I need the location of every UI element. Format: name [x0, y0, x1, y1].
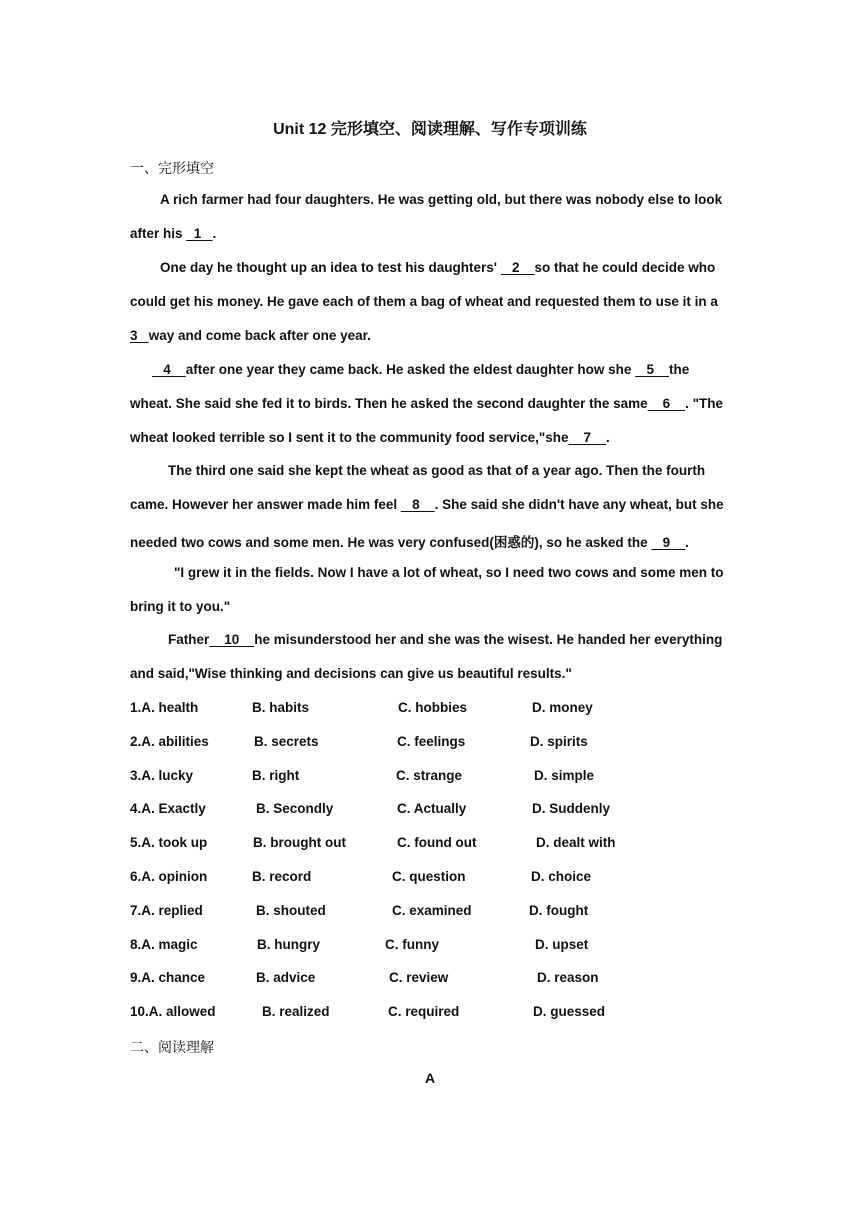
option-6b[interactable]: B. record: [252, 869, 312, 884]
option-9b[interactable]: B. advice: [256, 970, 316, 985]
passage-line: could get his money. He gave each of them a bag of wheat and requested them to use it in a: [130, 294, 718, 309]
option-8a[interactable]: 8.A. magic: [130, 937, 198, 952]
blank-8[interactable]: 8: [400, 497, 435, 512]
option-6c[interactable]: C. question: [392, 869, 466, 884]
option-6a[interactable]: 6.A. opinion: [130, 869, 208, 884]
option-4d[interactable]: D. Suddenly: [532, 801, 611, 816]
blank-5[interactable]: 5: [635, 362, 669, 377]
part-label: A: [424, 1070, 436, 1086]
option-9a[interactable]: 9.A. chance: [130, 970, 206, 985]
blank-7[interactable]: 7: [568, 430, 607, 445]
option-9d[interactable]: D. reason: [537, 970, 599, 985]
passage-line: One day he thought up an idea to test his daughters' 2 so that he could decide who: [160, 260, 716, 275]
option-7c[interactable]: C. examined: [392, 903, 472, 918]
passage-line: Father 10 he misunderstood her and she was the wisest. He handed her everything: [168, 632, 723, 647]
option-5d[interactable]: D. dealt with: [536, 835, 616, 850]
option-1c[interactable]: C. hobbies: [398, 700, 468, 715]
option-3b[interactable]: B. right: [252, 768, 300, 783]
option-8d[interactable]: D. upset: [535, 937, 589, 952]
page-title: Unit 12 完形填空、阅读理解、写作专项训练: [273, 121, 587, 138]
option-7b[interactable]: B. shouted: [256, 903, 326, 918]
section-heading-reading: 二、阅读理解: [130, 1039, 214, 1055]
option-7a[interactable]: 7.A. replied: [130, 903, 203, 918]
blank-9[interactable]: 9: [651, 535, 686, 550]
option-1b[interactable]: B. habits: [252, 700, 310, 715]
option-7d[interactable]: D. fought: [529, 903, 589, 918]
blank-3[interactable]: 3: [130, 328, 149, 343]
option-10a[interactable]: 10.A. allowed: [130, 1004, 216, 1019]
passage-line: 4 after one year they came back. He asked the eldest daughter how she 5 the: [152, 362, 690, 377]
option-4b[interactable]: B. Secondly: [256, 801, 334, 816]
option-1d[interactable]: D. money: [532, 700, 593, 715]
passage-line: needed two cows and some men. He was very confused(困惑的), so he asked the 9 .: [130, 535, 689, 550]
passage-line: A rich farmer had four daughters. He was getting old, but there was nobody else to look: [160, 192, 723, 207]
option-2b[interactable]: B. secrets: [254, 734, 319, 749]
blank-4[interactable]: 4: [152, 362, 186, 377]
option-3d[interactable]: D. simple: [534, 768, 595, 783]
option-8b[interactable]: B. hungry: [257, 937, 320, 952]
option-2d[interactable]: D. spirits: [530, 734, 588, 749]
option-5a[interactable]: 5.A. took up: [130, 835, 208, 850]
option-10d[interactable]: D. guessed: [533, 1004, 606, 1019]
option-1a[interactable]: 1.A. health: [130, 700, 199, 715]
blank-6[interactable]: 6: [647, 396, 686, 411]
option-6d[interactable]: D. choice: [531, 869, 592, 884]
option-2c[interactable]: C. feelings: [397, 734, 466, 749]
option-5c[interactable]: C. found out: [397, 835, 477, 850]
option-2a[interactable]: 2.A. abilities: [130, 734, 209, 749]
passage-line: bring it to you.": [130, 599, 231, 614]
option-8c[interactable]: C. funny: [385, 937, 439, 952]
passage-line: wheat looked terrible so I sent it to the community food service,"she 7 .: [130, 430, 610, 445]
passage-line: came. However her answer made him feel 8 . She said she didn't have any wheat, but she: [130, 497, 724, 512]
passage-line: wheat. She said she fed it to birds. Then he asked the second daughter the same 6 . "The: [130, 396, 724, 411]
blank-1[interactable]: 1: [186, 226, 213, 241]
option-5b[interactable]: B. brought out: [253, 835, 346, 850]
passage-line: after his 1 .: [130, 226, 217, 241]
option-3c[interactable]: C. strange: [396, 768, 463, 783]
blank-2[interactable]: 2: [500, 260, 535, 275]
passage-line: and said,"Wise thinking and decisions can give us beautiful results.": [130, 666, 572, 681]
option-4c[interactable]: C. Actually: [397, 801, 467, 816]
passage-line: 3 way and come back after one year.: [130, 328, 371, 343]
section-heading-cloze: 一、完形填空: [130, 160, 214, 176]
option-10c[interactable]: C. required: [388, 1004, 460, 1019]
option-4a[interactable]: 4.A. Exactly: [130, 801, 206, 816]
blank-10[interactable]: 10: [209, 632, 255, 647]
passage-line: "I grew it in the fields. Now I have a lot of wheat, so I need two cows and some men to: [174, 565, 724, 580]
option-10b[interactable]: B. realized: [262, 1004, 330, 1019]
option-9c[interactable]: C. review: [389, 970, 449, 985]
passage-line: The third one said she kept the wheat as good as that of a year ago. Then the fourth: [168, 463, 706, 478]
option-3a[interactable]: 3.A. lucky: [130, 768, 194, 783]
